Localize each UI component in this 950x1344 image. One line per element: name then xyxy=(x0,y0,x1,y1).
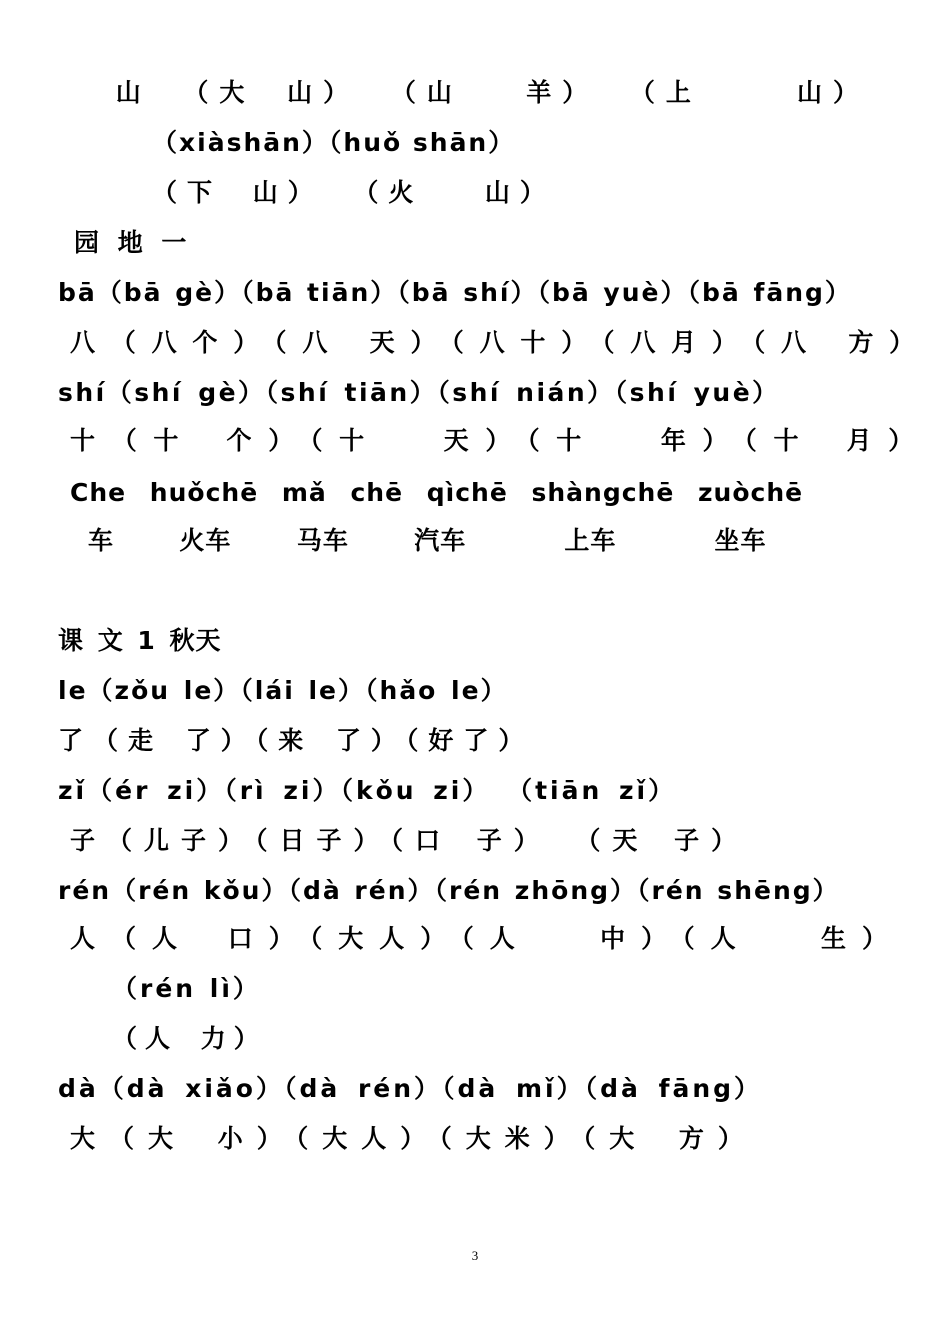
text-line: （xiàshān）（huǒ shān） xyxy=(152,128,516,157)
text-line: zǐ（ér zi）（rì zi）（kǒu zi） （tiān zǐ） xyxy=(58,776,677,805)
text-line: bā（bā gè）（bā tiān）（bā shí）（bā yuè）（bā fāng） xyxy=(58,278,852,307)
text-line: 山 （大 山） （山 羊） （上 山） xyxy=(84,78,870,107)
text-line: 十（十 个）（十 天）（十 年）（十 月） xyxy=(70,426,930,455)
text-line: 子（儿子）（日子）（口 子） （天 子） xyxy=(70,826,749,855)
text-line: 了（走 了）（来 了）（好了） xyxy=(58,726,534,755)
text-line: 车 火车 马车 汽车 上车 坐车 xyxy=(88,526,767,555)
text-line: 八（八个）（八 天）（八十）（八月）（八 方） xyxy=(70,328,930,357)
page-number: 3 xyxy=(471,1248,479,1263)
text-line: le（zǒu le）（lái le）（hǎo le） xyxy=(58,676,508,705)
text-line: （人 力） xyxy=(112,1024,267,1053)
section-heading: 课 文 1 秋天 xyxy=(58,626,222,655)
text-line: dà（dà xiǎo）（dà rén）（dà mǐ）（dà fāng） xyxy=(58,1074,763,1103)
text-line: rén（rén kǒu）（dà rén）（rén zhōng）（rén shēng） xyxy=(58,876,840,905)
text-line: Che huǒchē mǎ chē qìchē shàngchē zuòchē xyxy=(70,478,804,507)
text-line: 人（人 口）（大人）（人 中）（人 生） xyxy=(70,924,904,953)
text-line: 大（大 小）（大人）（大米）（大 方） xyxy=(70,1124,757,1153)
text-line: （下 山） （火 山） xyxy=(152,178,555,207)
text-line: shí（shí gè）（shí tiān）（shí nián）（shí yuè） xyxy=(58,378,780,407)
section-heading: 园 地 一 xyxy=(74,228,188,257)
text-line: （rén lì） xyxy=(112,974,261,1003)
